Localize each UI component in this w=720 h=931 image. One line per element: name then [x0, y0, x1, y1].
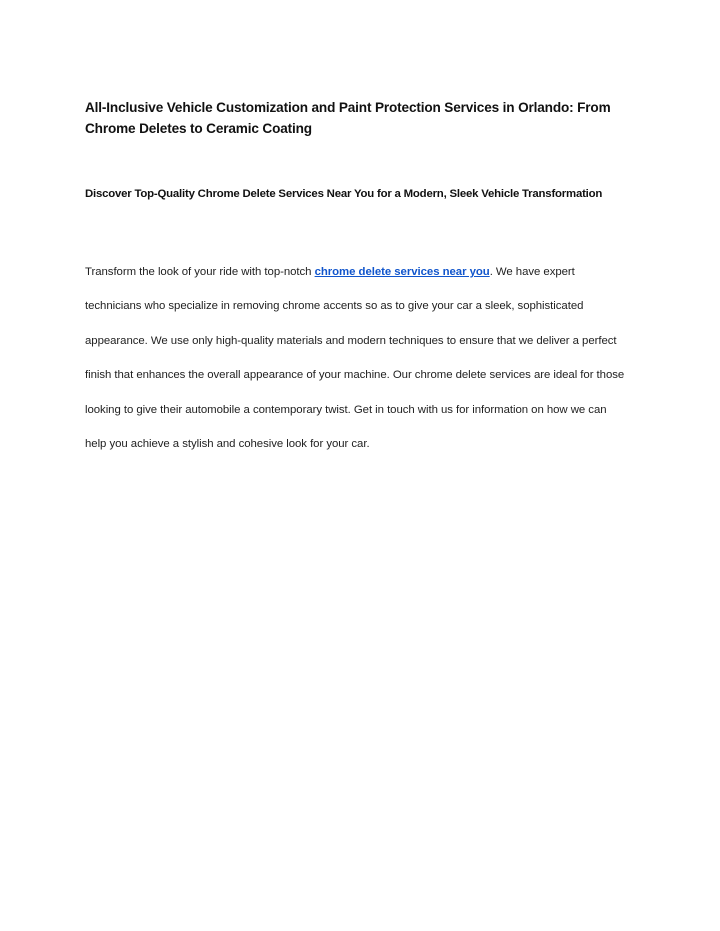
paragraph-text-before-link: Transform the look of your ride with top-notch: [85, 266, 315, 278]
paragraph-text-after-link: . We have expert technicians who specialize in removing chrome accents so as to give your car a sleek, sophisticated appearance. We use only high-quality materials and modern techniques to ensure that we deliver a perfect finish that enhances the overall appearance of your machine. Our chrome delete services are ideal for those looking to give their automobile a contemporary twist. Get in touch with us for information on how we can help you achieve a stylish and cohesive look for your car.: [85, 266, 625, 451]
document-content: [85, 97, 630, 461]
document-subtitle: Discover Top-Quality Chrome Delete Services Near You for a Modern, Sleek Vehicle Transformation: [85, 188, 603, 200]
chrome-delete-services-link[interactable]: chrome delete services near you: [314, 266, 490, 278]
document-title: All-Inclusive Vehicle Customization and Paint Protection Services in Orlando: From Chrome Deletes to Ceramic Coating: [85, 100, 611, 136]
body-paragraph: [85, 255, 630, 461]
